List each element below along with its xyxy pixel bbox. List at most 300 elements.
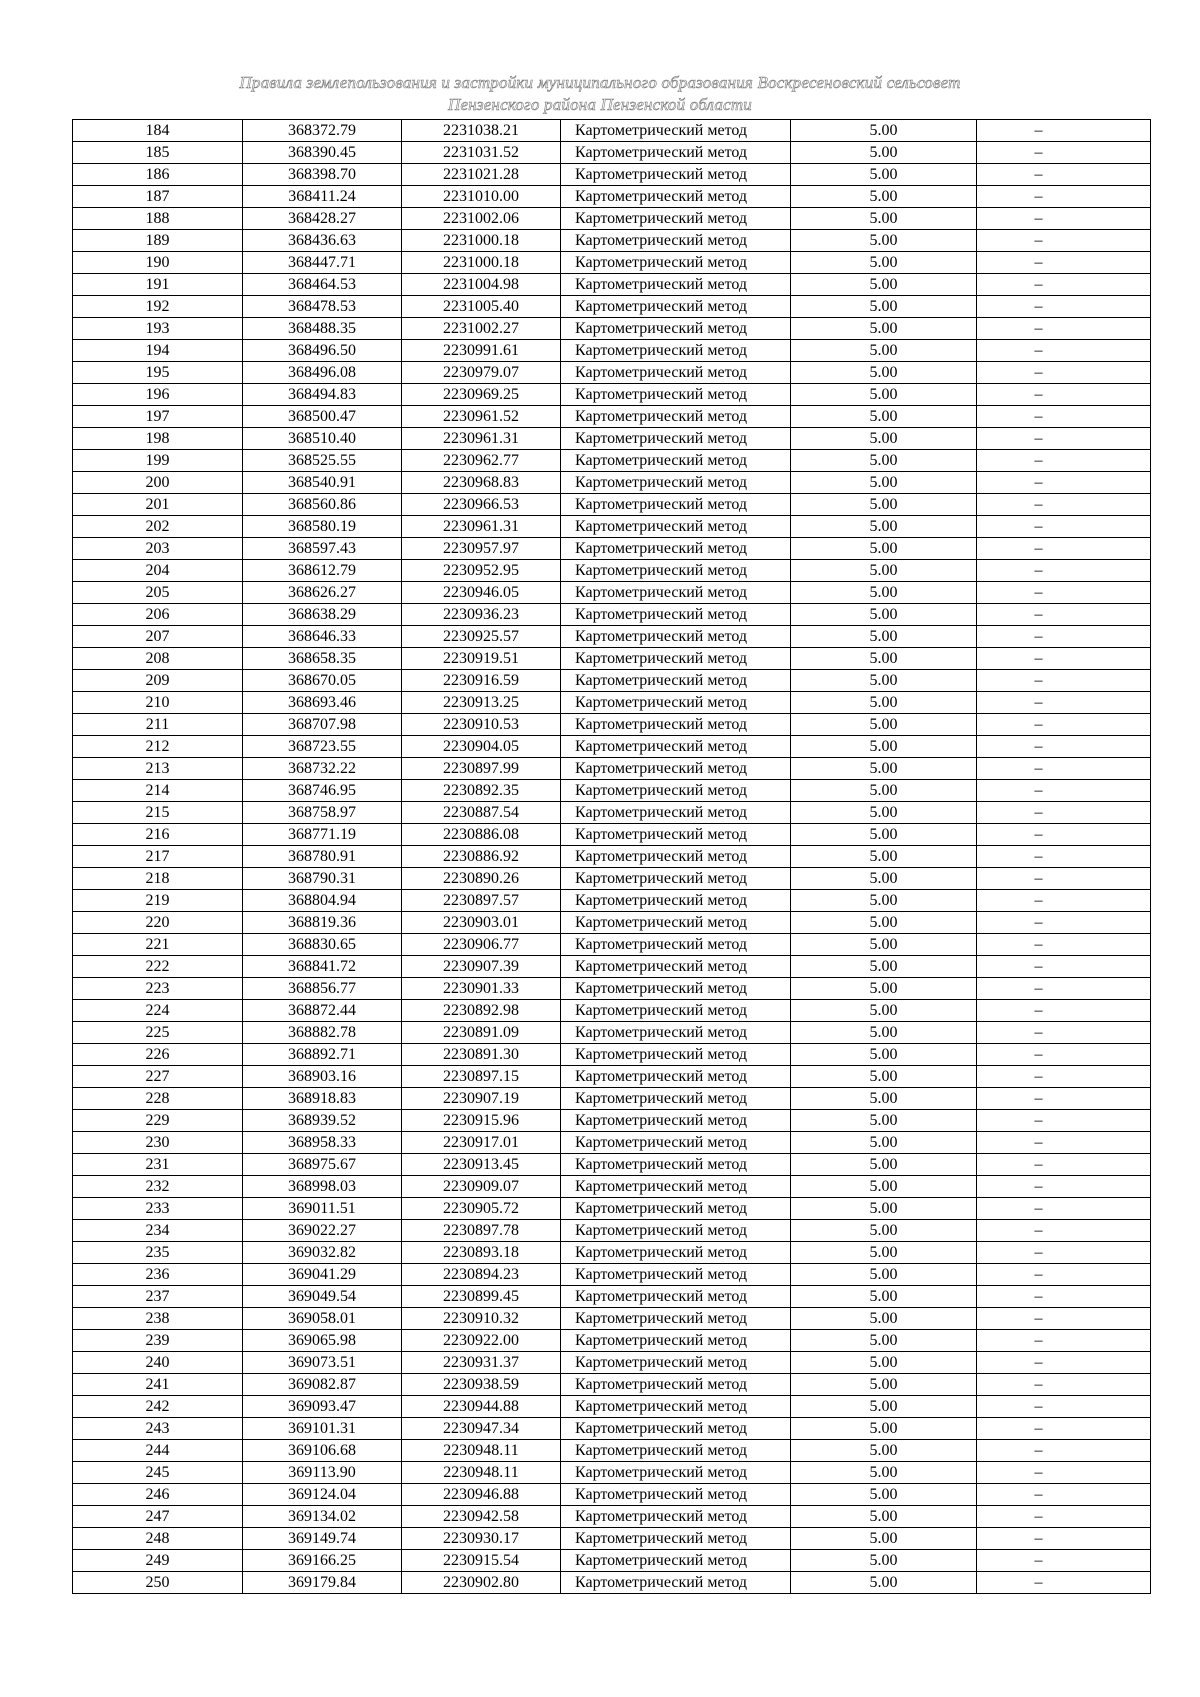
point-number-cell: 245 xyxy=(73,1462,243,1484)
table-row xyxy=(73,538,1151,560)
point-number-cell: 214 xyxy=(73,780,243,802)
table-row xyxy=(73,780,1151,802)
point-number-cell: 208 xyxy=(73,648,243,670)
table-row xyxy=(73,1044,1151,1066)
x-coordinate-cell: 368372.79 xyxy=(243,120,402,142)
point-number-cell: 210 xyxy=(73,692,243,714)
method-cell: Картометрический метод xyxy=(561,1176,791,1198)
table-row xyxy=(73,1066,1151,1088)
method-cell: Картометрический метод xyxy=(561,1440,791,1462)
x-coordinate-cell: 368494.83 xyxy=(243,384,402,406)
method-cell: Картометрический метод xyxy=(561,626,791,648)
y-coordinate-cell: 2230894.23 xyxy=(402,1264,561,1286)
note-cell: – xyxy=(977,494,1151,516)
x-coordinate-cell: 368500.47 xyxy=(243,406,402,428)
accuracy-cell: 5.00 xyxy=(791,1440,977,1462)
table-row xyxy=(73,362,1151,384)
method-cell: Картометрический метод xyxy=(561,868,791,890)
point-number-cell: 236 xyxy=(73,1264,243,1286)
point-number-cell: 204 xyxy=(73,560,243,582)
y-coordinate-cell: 2231005.40 xyxy=(402,296,561,318)
accuracy-cell: 5.00 xyxy=(791,1572,977,1594)
y-coordinate-cell: 2230890.26 xyxy=(402,868,561,890)
accuracy-cell: 5.00 xyxy=(791,736,977,758)
table-row xyxy=(73,912,1151,934)
point-number-cell: 225 xyxy=(73,1022,243,1044)
y-coordinate-cell: 2230979.07 xyxy=(402,362,561,384)
method-cell: Картометрический метод xyxy=(561,362,791,384)
accuracy-cell: 5.00 xyxy=(791,1044,977,1066)
method-cell: Картометрический метод xyxy=(561,1572,791,1594)
method-cell: Картометрический метод xyxy=(561,824,791,846)
point-number-cell: 189 xyxy=(73,230,243,252)
accuracy-cell: 5.00 xyxy=(791,890,977,912)
x-coordinate-cell: 369058.01 xyxy=(243,1308,402,1330)
y-coordinate-cell: 2230991.61 xyxy=(402,340,561,362)
accuracy-cell: 5.00 xyxy=(791,868,977,890)
accuracy-cell: 5.00 xyxy=(791,362,977,384)
table-row xyxy=(73,1132,1151,1154)
table-row xyxy=(73,252,1151,274)
note-cell: – xyxy=(977,1198,1151,1220)
note-cell: – xyxy=(977,538,1151,560)
header-line-2: Пензенского района Пензенской области xyxy=(448,95,752,114)
method-cell: Картометрический метод xyxy=(561,1286,791,1308)
point-number-cell: 240 xyxy=(73,1352,243,1374)
table-row xyxy=(73,494,1151,516)
note-cell: – xyxy=(977,208,1151,230)
y-coordinate-cell: 2230922.00 xyxy=(402,1330,561,1352)
note-cell: – xyxy=(977,604,1151,626)
x-coordinate-cell: 369011.51 xyxy=(243,1198,402,1220)
note-cell: – xyxy=(977,868,1151,890)
note-cell: – xyxy=(977,406,1151,428)
x-coordinate-cell: 368872.44 xyxy=(243,1000,402,1022)
x-coordinate-cell: 368746.95 xyxy=(243,780,402,802)
table-row xyxy=(73,1572,1151,1594)
note-cell: – xyxy=(977,736,1151,758)
accuracy-cell: 5.00 xyxy=(791,626,977,648)
table-row xyxy=(73,1110,1151,1132)
method-cell: Картометрический метод xyxy=(561,802,791,824)
x-coordinate-cell: 368790.31 xyxy=(243,868,402,890)
method-cell: Картометрический метод xyxy=(561,1264,791,1286)
method-cell: Картометрический метод xyxy=(561,604,791,626)
point-number-cell: 246 xyxy=(73,1484,243,1506)
y-coordinate-cell: 2230913.45 xyxy=(402,1154,561,1176)
method-cell: Картометрический метод xyxy=(561,296,791,318)
accuracy-cell: 5.00 xyxy=(791,670,977,692)
note-cell: – xyxy=(977,186,1151,208)
y-coordinate-cell: 2230905.72 xyxy=(402,1198,561,1220)
x-coordinate-cell: 369113.90 xyxy=(243,1462,402,1484)
note-cell: – xyxy=(977,648,1151,670)
point-number-cell: 205 xyxy=(73,582,243,604)
note-cell: – xyxy=(977,1264,1151,1286)
accuracy-cell: 5.00 xyxy=(791,582,977,604)
accuracy-cell: 5.00 xyxy=(791,780,977,802)
x-coordinate-cell: 368580.19 xyxy=(243,516,402,538)
accuracy-cell: 5.00 xyxy=(791,824,977,846)
table-row xyxy=(73,384,1151,406)
note-cell: – xyxy=(977,1242,1151,1264)
note-cell: – xyxy=(977,912,1151,934)
accuracy-cell: 5.00 xyxy=(791,692,977,714)
x-coordinate-cell: 368496.50 xyxy=(243,340,402,362)
table-row xyxy=(73,450,1151,472)
table-row xyxy=(73,428,1151,450)
table-row xyxy=(73,1308,1151,1330)
x-coordinate-cell: 368780.91 xyxy=(243,846,402,868)
note-cell: – xyxy=(977,890,1151,912)
x-coordinate-cell: 368447.71 xyxy=(243,252,402,274)
table-row xyxy=(73,670,1151,692)
table-row xyxy=(73,1264,1151,1286)
table-row xyxy=(73,758,1151,780)
x-coordinate-cell: 369101.31 xyxy=(243,1418,402,1440)
y-coordinate-cell: 2230907.19 xyxy=(402,1088,561,1110)
y-coordinate-cell: 2231002.27 xyxy=(402,318,561,340)
method-cell: Картометрический метод xyxy=(561,164,791,186)
accuracy-cell: 5.00 xyxy=(791,604,977,626)
table-row xyxy=(73,582,1151,604)
method-cell: Картометрический метод xyxy=(561,1132,791,1154)
method-cell: Картометрический метод xyxy=(561,714,791,736)
method-cell: Картометрический метод xyxy=(561,1242,791,1264)
method-cell: Картометрический метод xyxy=(561,538,791,560)
y-coordinate-cell: 2230902.80 xyxy=(402,1572,561,1594)
method-cell: Картометрический метод xyxy=(561,1374,791,1396)
point-number-cell: 227 xyxy=(73,1066,243,1088)
accuracy-cell: 5.00 xyxy=(791,802,977,824)
table-row xyxy=(73,406,1151,428)
note-cell: – xyxy=(977,1550,1151,1572)
table-row xyxy=(73,1154,1151,1176)
accuracy-cell: 5.00 xyxy=(791,208,977,230)
accuracy-cell: 5.00 xyxy=(791,340,977,362)
accuracy-cell: 5.00 xyxy=(791,1220,977,1242)
method-cell: Картометрический метод xyxy=(561,384,791,406)
method-cell: Картометрический метод xyxy=(561,1550,791,1572)
accuracy-cell: 5.00 xyxy=(791,164,977,186)
method-cell: Картометрический метод xyxy=(561,1220,791,1242)
x-coordinate-cell: 368804.94 xyxy=(243,890,402,912)
y-coordinate-cell: 2230910.32 xyxy=(402,1308,561,1330)
note-cell: – xyxy=(977,934,1151,956)
note-cell: – xyxy=(977,1308,1151,1330)
document-header xyxy=(0,72,1200,116)
method-cell: Картометрический метод xyxy=(561,1330,791,1352)
x-coordinate-cell: 368892.71 xyxy=(243,1044,402,1066)
point-number-cell: 192 xyxy=(73,296,243,318)
method-cell: Картометрический метод xyxy=(561,890,791,912)
point-number-cell: 209 xyxy=(73,670,243,692)
table-row xyxy=(73,164,1151,186)
y-coordinate-cell: 2230961.31 xyxy=(402,428,561,450)
x-coordinate-cell: 369093.47 xyxy=(243,1396,402,1418)
y-coordinate-cell: 2230903.01 xyxy=(402,912,561,934)
point-number-cell: 184 xyxy=(73,120,243,142)
y-coordinate-cell: 2231002.06 xyxy=(402,208,561,230)
y-coordinate-cell: 2230906.77 xyxy=(402,934,561,956)
table-row xyxy=(73,868,1151,890)
note-cell: – xyxy=(977,450,1151,472)
table-row xyxy=(73,934,1151,956)
note-cell: – xyxy=(977,252,1151,274)
accuracy-cell: 5.00 xyxy=(791,1264,977,1286)
coordinates-table xyxy=(72,119,1151,1594)
x-coordinate-cell: 369179.84 xyxy=(243,1572,402,1594)
point-number-cell: 206 xyxy=(73,604,243,626)
y-coordinate-cell: 2230936.23 xyxy=(402,604,561,626)
method-cell: Картометрический метод xyxy=(561,648,791,670)
note-cell: – xyxy=(977,362,1151,384)
point-number-cell: 229 xyxy=(73,1110,243,1132)
point-number-cell: 207 xyxy=(73,626,243,648)
y-coordinate-cell: 2230948.11 xyxy=(402,1440,561,1462)
y-coordinate-cell: 2231031.52 xyxy=(402,142,561,164)
x-coordinate-cell: 368496.08 xyxy=(243,362,402,384)
note-cell: – xyxy=(977,846,1151,868)
table-row xyxy=(73,956,1151,978)
method-cell: Картометрический метод xyxy=(561,1528,791,1550)
note-cell: – xyxy=(977,120,1151,142)
point-number-cell: 187 xyxy=(73,186,243,208)
point-number-cell: 195 xyxy=(73,362,243,384)
x-coordinate-cell: 369149.74 xyxy=(243,1528,402,1550)
method-cell: Картометрический метод xyxy=(561,582,791,604)
table-row xyxy=(73,186,1151,208)
coordinates-table-body xyxy=(73,120,1151,1594)
method-cell: Картометрический метод xyxy=(561,516,791,538)
accuracy-cell: 5.00 xyxy=(791,1286,977,1308)
accuracy-cell: 5.00 xyxy=(791,714,977,736)
x-coordinate-cell: 368882.78 xyxy=(243,1022,402,1044)
accuracy-cell: 5.00 xyxy=(791,516,977,538)
table-row xyxy=(73,1484,1151,1506)
y-coordinate-cell: 2230913.25 xyxy=(402,692,561,714)
method-cell: Картометрический метод xyxy=(561,978,791,1000)
table-row xyxy=(73,1220,1151,1242)
x-coordinate-cell: 368658.35 xyxy=(243,648,402,670)
point-number-cell: 197 xyxy=(73,406,243,428)
x-coordinate-cell: 368540.91 xyxy=(243,472,402,494)
y-coordinate-cell: 2230909.07 xyxy=(402,1176,561,1198)
table-row xyxy=(73,1528,1151,1550)
y-coordinate-cell: 2231004.98 xyxy=(402,274,561,296)
accuracy-cell: 5.00 xyxy=(791,450,977,472)
point-number-cell: 202 xyxy=(73,516,243,538)
x-coordinate-cell: 368390.45 xyxy=(243,142,402,164)
table-row xyxy=(73,1000,1151,1022)
accuracy-cell: 5.00 xyxy=(791,1330,977,1352)
x-coordinate-cell: 368478.53 xyxy=(243,296,402,318)
note-cell: – xyxy=(977,340,1151,362)
x-coordinate-cell: 368856.77 xyxy=(243,978,402,1000)
table-row xyxy=(73,1506,1151,1528)
method-cell: Картометрический метод xyxy=(561,758,791,780)
x-coordinate-cell: 369082.87 xyxy=(243,1374,402,1396)
table-row xyxy=(73,1462,1151,1484)
point-number-cell: 231 xyxy=(73,1154,243,1176)
y-coordinate-cell: 2230893.18 xyxy=(402,1242,561,1264)
table-row xyxy=(73,1352,1151,1374)
y-coordinate-cell: 2230897.78 xyxy=(402,1220,561,1242)
table-row xyxy=(73,714,1151,736)
method-cell: Картометрический метод xyxy=(561,1418,791,1440)
point-number-cell: 228 xyxy=(73,1088,243,1110)
y-coordinate-cell: 2230919.51 xyxy=(402,648,561,670)
table-row xyxy=(73,274,1151,296)
accuracy-cell: 5.00 xyxy=(791,428,977,450)
method-cell: Картометрический метод xyxy=(561,956,791,978)
y-coordinate-cell: 2230966.53 xyxy=(402,494,561,516)
x-coordinate-cell: 369106.68 xyxy=(243,1440,402,1462)
method-cell: Картометрический метод xyxy=(561,318,791,340)
x-coordinate-cell: 368903.16 xyxy=(243,1066,402,1088)
y-coordinate-cell: 2230938.59 xyxy=(402,1374,561,1396)
y-coordinate-cell: 2230925.57 xyxy=(402,626,561,648)
accuracy-cell: 5.00 xyxy=(791,934,977,956)
note-cell: – xyxy=(977,142,1151,164)
x-coordinate-cell: 369124.04 xyxy=(243,1484,402,1506)
method-cell: Картометрический метод xyxy=(561,1000,791,1022)
point-number-cell: 238 xyxy=(73,1308,243,1330)
y-coordinate-cell: 2230886.08 xyxy=(402,824,561,846)
y-coordinate-cell: 2230968.83 xyxy=(402,472,561,494)
y-coordinate-cell: 2230962.77 xyxy=(402,450,561,472)
x-coordinate-cell: 368939.52 xyxy=(243,1110,402,1132)
x-coordinate-cell: 368693.46 xyxy=(243,692,402,714)
y-coordinate-cell: 2230892.98 xyxy=(402,1000,561,1022)
x-coordinate-cell: 368830.65 xyxy=(243,934,402,956)
method-cell: Картометрический метод xyxy=(561,186,791,208)
x-coordinate-cell: 368841.72 xyxy=(243,956,402,978)
y-coordinate-cell: 2230892.35 xyxy=(402,780,561,802)
point-number-cell: 219 xyxy=(73,890,243,912)
method-cell: Картометрический метод xyxy=(561,1022,791,1044)
accuracy-cell: 5.00 xyxy=(791,472,977,494)
x-coordinate-cell: 369166.25 xyxy=(243,1550,402,1572)
method-cell: Картометрический метод xyxy=(561,912,791,934)
point-number-cell: 250 xyxy=(73,1572,243,1594)
method-cell: Картометрический метод xyxy=(561,1066,791,1088)
note-cell: – xyxy=(977,1440,1151,1462)
method-cell: Картометрический метод xyxy=(561,1506,791,1528)
table-row xyxy=(73,1022,1151,1044)
accuracy-cell: 5.00 xyxy=(791,1000,977,1022)
y-coordinate-cell: 2230947.34 xyxy=(402,1418,561,1440)
x-coordinate-cell: 368638.29 xyxy=(243,604,402,626)
point-number-cell: 212 xyxy=(73,736,243,758)
method-cell: Картометрический метод xyxy=(561,340,791,362)
note-cell: – xyxy=(977,626,1151,648)
accuracy-cell: 5.00 xyxy=(791,1110,977,1132)
note-cell: – xyxy=(977,1374,1151,1396)
method-cell: Картометрический метод xyxy=(561,142,791,164)
method-cell: Картометрический метод xyxy=(561,1154,791,1176)
y-coordinate-cell: 2230907.39 xyxy=(402,956,561,978)
point-number-cell: 244 xyxy=(73,1440,243,1462)
point-number-cell: 199 xyxy=(73,450,243,472)
y-coordinate-cell: 2230897.15 xyxy=(402,1066,561,1088)
method-cell: Картометрический метод xyxy=(561,692,791,714)
note-cell: – xyxy=(977,1462,1151,1484)
note-cell: – xyxy=(977,582,1151,604)
note-cell: – xyxy=(977,1154,1151,1176)
table-row xyxy=(73,648,1151,670)
point-number-cell: 226 xyxy=(73,1044,243,1066)
table-row xyxy=(73,208,1151,230)
x-coordinate-cell: 368707.98 xyxy=(243,714,402,736)
note-cell: – xyxy=(977,1176,1151,1198)
table-row xyxy=(73,1440,1151,1462)
note-cell: – xyxy=(977,758,1151,780)
note-cell: – xyxy=(977,164,1151,186)
y-coordinate-cell: 2231000.18 xyxy=(402,230,561,252)
note-cell: – xyxy=(977,1066,1151,1088)
point-number-cell: 230 xyxy=(73,1132,243,1154)
table-row xyxy=(73,824,1151,846)
accuracy-cell: 5.00 xyxy=(791,560,977,582)
accuracy-cell: 5.00 xyxy=(791,406,977,428)
point-number-cell: 203 xyxy=(73,538,243,560)
point-number-cell: 232 xyxy=(73,1176,243,1198)
note-cell: – xyxy=(977,780,1151,802)
method-cell: Картометрический метод xyxy=(561,230,791,252)
method-cell: Картометрический метод xyxy=(561,1198,791,1220)
method-cell: Картометрический метод xyxy=(561,736,791,758)
note-cell: – xyxy=(977,1572,1151,1594)
note-cell: – xyxy=(977,824,1151,846)
accuracy-cell: 5.00 xyxy=(791,1022,977,1044)
accuracy-cell: 5.00 xyxy=(791,296,977,318)
table-row xyxy=(73,1330,1151,1352)
accuracy-cell: 5.00 xyxy=(791,384,977,406)
method-cell: Картометрический метод xyxy=(561,1308,791,1330)
x-coordinate-cell: 368918.83 xyxy=(243,1088,402,1110)
x-coordinate-cell: 368626.27 xyxy=(243,582,402,604)
table-row xyxy=(73,340,1151,362)
method-cell: Картометрический метод xyxy=(561,1352,791,1374)
accuracy-cell: 5.00 xyxy=(791,1396,977,1418)
x-coordinate-cell: 368612.79 xyxy=(243,560,402,582)
note-cell: – xyxy=(977,1506,1151,1528)
x-coordinate-cell: 368510.40 xyxy=(243,428,402,450)
table-row xyxy=(73,516,1151,538)
y-coordinate-cell: 2231021.28 xyxy=(402,164,561,186)
accuracy-cell: 5.00 xyxy=(791,1088,977,1110)
y-coordinate-cell: 2231010.00 xyxy=(402,186,561,208)
point-number-cell: 217 xyxy=(73,846,243,868)
y-coordinate-cell: 2230946.88 xyxy=(402,1484,561,1506)
y-coordinate-cell: 2230901.33 xyxy=(402,978,561,1000)
note-cell: – xyxy=(977,1352,1151,1374)
x-coordinate-cell: 369065.98 xyxy=(243,1330,402,1352)
header-line-1: Правила землепользования и застройки муниципального образования Воскресеновский сельсовет xyxy=(239,73,961,92)
table-row xyxy=(73,1088,1151,1110)
point-number-cell: 221 xyxy=(73,934,243,956)
point-number-cell: 185 xyxy=(73,142,243,164)
accuracy-cell: 5.00 xyxy=(791,538,977,560)
x-coordinate-cell: 368398.70 xyxy=(243,164,402,186)
point-number-cell: 201 xyxy=(73,494,243,516)
method-cell: Картометрический метод xyxy=(561,406,791,428)
accuracy-cell: 5.00 xyxy=(791,956,977,978)
note-cell: – xyxy=(977,1330,1151,1352)
note-cell: – xyxy=(977,1396,1151,1418)
note-cell: – xyxy=(977,1132,1151,1154)
